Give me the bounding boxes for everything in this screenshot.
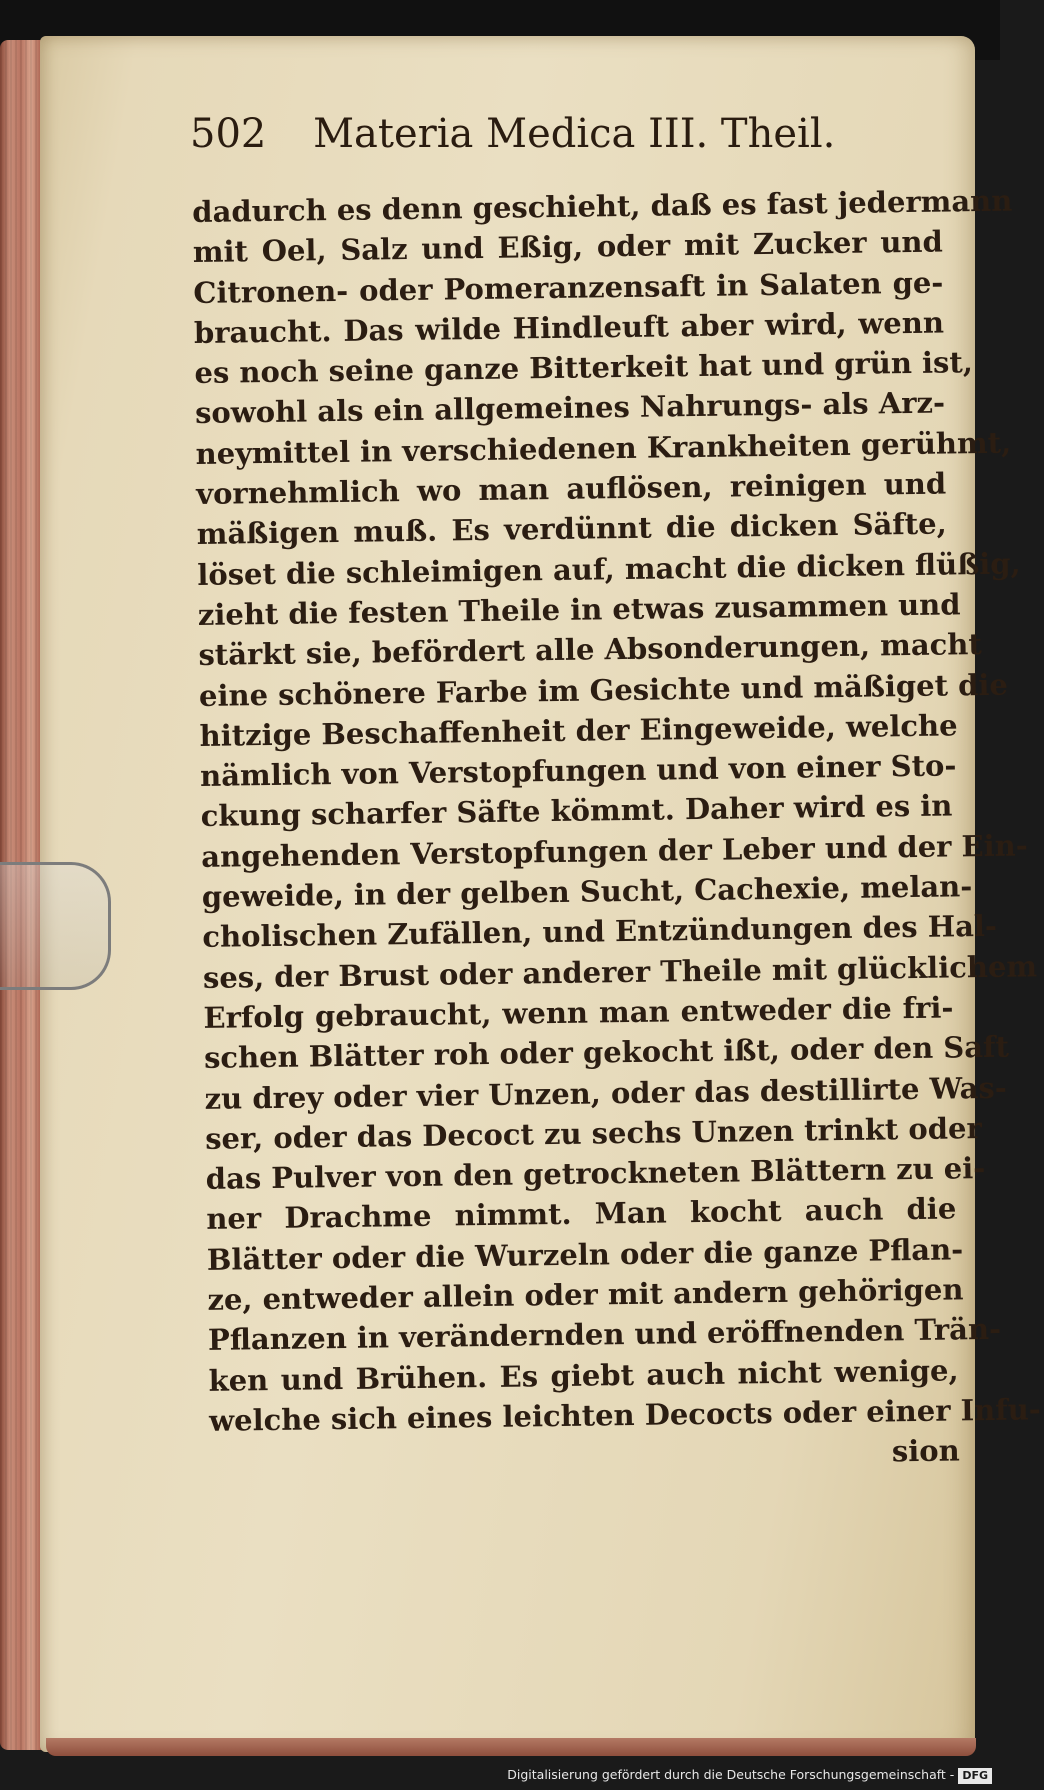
running-title: Materia Medica III. Theil. [313, 111, 836, 157]
text-line: stärkt sie, befördert alle Absonderungen, macht [198, 627, 983, 673]
page-clip [0, 862, 111, 990]
credit-text: Digitalisierung gefördert durch die Deutsche Forschungsgemeinschaft - [507, 1767, 955, 1782]
catchword: sion [891, 1433, 960, 1469]
text-line: nämlich von Verstopfungen und von einer Sto- [199, 748, 957, 794]
dfg-logo: DFG [958, 1768, 992, 1784]
text-line: das Pulver von den getrockneten Blättern zu ei- [205, 1151, 986, 1197]
text-line: eine schönere Farbe im Gesichte und mäßiget die [198, 667, 1009, 713]
text-line: welche sich eines leichten Decocts oder einer Infu- [208, 1392, 1042, 1438]
text-line: cholischen Zufällen, und Entzündungen des Hal- [202, 909, 998, 955]
body-text [192, 182, 1042, 1482]
text-line: mit Oel, Salz und Eßig, oder mit Zucker und [192, 224, 944, 270]
text-line: neymittel in verschiedenen Krankheiten gerühmt, [195, 425, 1012, 471]
text-line: schen Blätter roh oder gekocht ißt, oder den Saft [203, 1029, 1010, 1076]
text-line: Pflanzen in verändernden und eröffnenden Trän- [207, 1312, 1002, 1358]
text-line: angehenden Verstopfungen der Leber und der Ein- [201, 828, 1028, 874]
digitization-credit [507, 1764, 992, 1786]
text-line: zieht die festen Theile in etwas zusammen und [197, 587, 961, 632]
text-line: sowohl als ein allgemeines Nahrungs- als Arz- [194, 385, 946, 431]
text-line: mäßigen muß. Es verdünnt die dicken Säfte, [196, 506, 947, 552]
text-line: ses, der Brust oder anderer Theile mit glücklichem [202, 948, 1038, 995]
text-line: ckung scharfer Säfte kömmt. Daher wird es in [200, 788, 953, 834]
text-line: hitzige Beschaffenheit der Eingeweide, welche [199, 708, 958, 753]
text-line: ner Drachme nimmt. Man kocht auch die [206, 1191, 957, 1237]
text-line: ze, entweder allein oder mit andern gehörigen [207, 1272, 964, 1317]
text-line: Citronen- oder Pomeranzensaft in Salaten ge- [193, 265, 944, 310]
text-line: dadurch es denn geschieht, daß es fast jedermann [192, 183, 1013, 229]
text-line: geweide, in der gelben Sucht, Cachexie, melan- [201, 869, 973, 914]
text-line: Erfolg gebraucht, wenn man entweder die fri- [203, 990, 954, 1035]
page-header [190, 104, 890, 164]
text-line: ser, oder das Decoct zu sechs Unzen trinkt oder [204, 1110, 982, 1156]
text-line: braucht. Das wilde Hindleuft aber wird, wenn [193, 305, 945, 350]
text-line: zu drey oder vier Unzen, oder das destillirte Was- [204, 1070, 1008, 1116]
text-line: ken und Brühen. Es giebt auch nicht wenige, [208, 1353, 959, 1398]
text-line: löset die schleimigen auf, macht die dicken flüßig, [197, 546, 1021, 592]
text-line: Blätter oder die Wurzeln oder die ganze Pflan- [206, 1232, 964, 1277]
book-bottom-edge [46, 1738, 976, 1756]
page-number: 502 [190, 111, 267, 157]
text-line: es noch seine ganze Bitterkeit hat und grün ist, [194, 345, 974, 391]
text-line: vornehmlich wo man auflösen, reinigen und [195, 466, 947, 512]
